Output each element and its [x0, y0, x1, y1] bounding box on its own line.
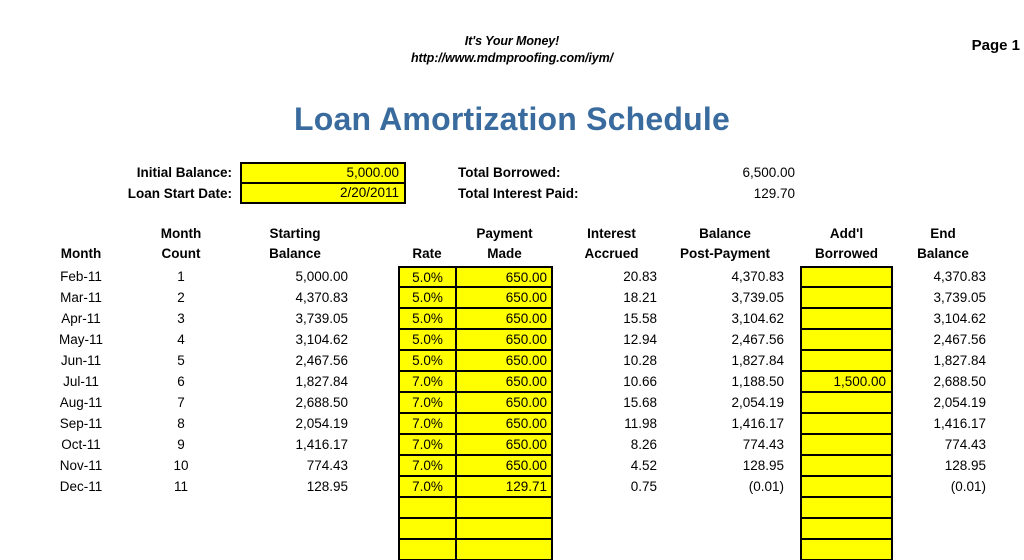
cell-rate-input[interactable]	[398, 518, 456, 539]
cell-addl-borrowed-input[interactable]	[800, 287, 893, 308]
cell-addl-borrowed-input[interactable]	[800, 518, 893, 539]
cell-interest-accrued: 10.28	[623, 353, 657, 368]
cell-rate-input[interactable]: 7.0%	[398, 371, 456, 392]
loan-start-date-input[interactable]: 2/20/2011	[240, 183, 406, 204]
total-borrowed-label: Total Borrowed:	[458, 165, 561, 180]
cell-payment-made-input[interactable]: 129.71	[456, 476, 553, 497]
cell-balance-post-payment: 4,370.83	[731, 269, 784, 284]
cell-payment-made-input[interactable]: 650.00	[456, 455, 553, 476]
cell-payment-made-input[interactable]	[456, 539, 553, 560]
cell-end-balance: 3,104.62	[933, 311, 986, 326]
cell-interest-accrued: 15.68	[623, 395, 657, 410]
table-row	[0, 266, 1024, 287]
table-row	[0, 287, 1024, 308]
cell-balance-post-payment: 3,739.05	[731, 290, 784, 305]
cell-addl-borrowed-input[interactable]	[800, 497, 893, 518]
cell-payment-made-input[interactable]: 650.00	[456, 392, 553, 413]
total-borrowed-value: 6,500.00	[742, 165, 795, 180]
cell-payment-made-input[interactable]: 650.00	[456, 308, 553, 329]
column-header-interest-accrued: Interest Accrued	[584, 226, 639, 261]
cell-starting-balance: 2,054.19	[295, 416, 348, 431]
table-row	[0, 434, 1024, 455]
cell-addl-borrowed-input[interactable]: 1,500.00	[800, 371, 893, 392]
cell-month: Apr-11	[61, 311, 101, 326]
cell-count: 2	[177, 290, 185, 305]
cell-payment-made-input[interactable]: 650.00	[456, 371, 553, 392]
cell-end-balance: 2,467.56	[933, 332, 986, 347]
cell-addl-borrowed-input[interactable]	[800, 455, 893, 476]
cell-month: Oct-11	[61, 437, 101, 452]
cell-count: 1	[177, 269, 185, 284]
cell-payment-made-input[interactable]	[456, 497, 553, 518]
masthead-title: It's Your Money!	[464, 34, 560, 48]
cell-balance-post-payment: 774.43	[742, 437, 784, 452]
cell-count: 9	[177, 437, 185, 452]
total-interest-paid-label: Total Interest Paid:	[458, 186, 579, 201]
cell-starting-balance: 774.43	[306, 458, 348, 473]
cell-payment-made-input[interactable]: 650.00	[456, 329, 553, 350]
cell-rate-input[interactable]: 7.0%	[398, 413, 456, 434]
cell-balance-post-payment: 2,054.19	[731, 395, 784, 410]
cell-payment-made-input[interactable]: 650.00	[456, 413, 553, 434]
page-number: Page 1	[971, 37, 1020, 54]
cell-end-balance: (0.01)	[950, 479, 986, 494]
cell-balance-post-payment: 1,416.17	[731, 416, 784, 431]
column-header-addl-borrowed: Add'l Borrowed	[814, 226, 878, 261]
cell-addl-borrowed-input[interactable]	[800, 392, 893, 413]
table-row	[0, 371, 1024, 392]
amortization-table	[0, 224, 1024, 560]
table-row	[0, 518, 1024, 539]
cell-addl-borrowed-input[interactable]	[800, 539, 893, 560]
cell-rate-input[interactable]: 5.0%	[398, 266, 456, 287]
cell-count: 5	[177, 353, 185, 368]
cell-balance-post-payment: 3,104.62	[731, 311, 784, 326]
cell-count: 4	[177, 332, 185, 347]
summary-row-initial-balance	[0, 162, 1024, 183]
cell-month: Dec-11	[59, 479, 103, 494]
page-header	[0, 33, 1024, 73]
cell-interest-accrued: 20.83	[623, 269, 657, 284]
cell-balance-post-payment: 2,467.56	[731, 332, 784, 347]
cell-month: Aug-11	[59, 395, 103, 410]
column-header-end-balance: End Balance	[917, 226, 969, 261]
cell-starting-balance: 1,416.17	[295, 437, 348, 452]
cell-rate-input[interactable]: 7.0%	[398, 476, 456, 497]
cell-addl-borrowed-input[interactable]	[800, 413, 893, 434]
cell-month: Jun-11	[60, 353, 102, 368]
summary-block	[0, 162, 1024, 206]
cell-balance-post-payment: 1,827.84	[731, 353, 784, 368]
cell-end-balance: 774.43	[944, 437, 986, 452]
cell-starting-balance: 2,688.50	[295, 395, 348, 410]
cell-interest-accrued: 4.52	[630, 458, 657, 473]
cell-count: 10	[173, 458, 189, 473]
cell-count: 7	[177, 395, 185, 410]
column-header-month: Month	[60, 246, 102, 261]
cell-count: 8	[177, 416, 185, 431]
column-header-payment-made: Payment Made	[476, 226, 533, 261]
cell-payment-made-input[interactable]: 650.00	[456, 434, 553, 455]
cell-starting-balance: 3,739.05	[295, 311, 348, 326]
column-header-month-count: Month Count	[160, 226, 202, 261]
cell-end-balance: 2,688.50	[933, 374, 986, 389]
table-row	[0, 497, 1024, 518]
cell-interest-accrued: 11.98	[624, 416, 657, 431]
table-row	[0, 539, 1024, 560]
table-row	[0, 476, 1024, 497]
masthead	[0, 33, 1024, 67]
cell-interest-accrued: 10.66	[623, 374, 657, 389]
cell-balance-post-payment: (0.01)	[748, 479, 784, 494]
table-body	[0, 266, 1024, 560]
page-title: Loan Amortization Schedule	[293, 101, 731, 137]
cell-balance-post-payment: 1,188.50	[731, 374, 784, 389]
cell-month: May-11	[58, 332, 103, 347]
table-row	[0, 413, 1024, 434]
cell-month: Feb-11	[60, 269, 102, 284]
cell-month: Nov-11	[59, 458, 103, 473]
cell-starting-balance: 1,827.84	[295, 374, 348, 389]
cell-payment-made-input[interactable]: 650.00	[456, 350, 553, 371]
initial-balance-input[interactable]: 5,000.00	[240, 162, 406, 183]
cell-rate-input[interactable]: 5.0%	[398, 287, 456, 308]
table-row	[0, 329, 1024, 350]
cell-rate-input[interactable]	[398, 497, 456, 518]
cell-rate-input[interactable]	[398, 539, 456, 560]
cell-addl-borrowed-input[interactable]	[800, 434, 893, 455]
cell-count: 6	[177, 374, 185, 389]
cell-count: 11	[173, 479, 188, 494]
summary-row-loan-start-date	[0, 183, 1024, 204]
cell-starting-balance: 128.95	[306, 479, 348, 494]
initial-balance-label: Initial Balance:	[136, 165, 232, 180]
cell-addl-borrowed-input[interactable]	[800, 350, 893, 371]
cell-payment-made-input[interactable]	[456, 518, 553, 539]
cell-addl-borrowed-input[interactable]	[800, 308, 893, 329]
cell-balance-post-payment: 128.95	[742, 458, 784, 473]
cell-interest-accrued: 12.94	[623, 332, 657, 347]
cell-month: Jul-11	[63, 374, 99, 389]
cell-rate-input[interactable]: 5.0%	[398, 350, 456, 371]
table-row	[0, 308, 1024, 329]
cell-rate-input[interactable]: 7.0%	[398, 455, 456, 476]
loan-start-date-label: Loan Start Date:	[127, 186, 232, 201]
cell-end-balance: 2,054.19	[933, 395, 986, 410]
cell-interest-accrued: 0.75	[630, 479, 657, 494]
table-header-row	[0, 224, 1024, 266]
cell-month: Mar-11	[60, 290, 102, 305]
cell-starting-balance: 5,000.00	[295, 269, 348, 284]
cell-end-balance: 1,827.84	[933, 353, 986, 368]
total-interest-paid-value: 129.70	[753, 186, 795, 201]
cell-interest-accrued: 8.26	[630, 437, 657, 452]
cell-starting-balance: 2,467.56	[295, 353, 348, 368]
cell-addl-borrowed-input[interactable]	[800, 266, 893, 287]
cell-addl-borrowed-input[interactable]	[800, 476, 893, 497]
cell-interest-accrued: 18.21	[623, 290, 657, 305]
cell-rate-input[interactable]: 7.0%	[398, 434, 456, 455]
cell-interest-accrued: 15.58	[623, 311, 657, 326]
cell-addl-borrowed-input[interactable]	[800, 329, 893, 350]
cell-end-balance: 3,739.05	[933, 290, 986, 305]
cell-end-balance: 1,416.17	[933, 416, 986, 431]
cell-count: 3	[177, 311, 185, 326]
cell-end-balance: 128.95	[944, 458, 986, 473]
column-header-balance-post-payment: Balance Post-Payment	[679, 226, 771, 261]
column-header-rate: Rate	[412, 246, 442, 261]
table-row	[0, 455, 1024, 476]
cell-payment-made-input[interactable]: 650.00	[456, 287, 553, 308]
cell-starting-balance: 4,370.83	[295, 290, 348, 305]
cell-rate-input[interactable]: 7.0%	[398, 392, 456, 413]
masthead-url: http://www.mdmproofing.com/iym/	[411, 51, 613, 65]
cell-end-balance: 4,370.83	[933, 269, 986, 284]
cell-payment-made-input[interactable]: 650.00	[456, 266, 553, 287]
cell-month: Sep-11	[59, 416, 103, 431]
column-header-starting-balance: Starting Balance	[269, 226, 321, 261]
cell-rate-input[interactable]: 5.0%	[398, 308, 456, 329]
cell-starting-balance: 3,104.62	[295, 332, 348, 347]
table-row	[0, 392, 1024, 413]
table-row	[0, 350, 1024, 371]
cell-rate-input[interactable]: 5.0%	[398, 329, 456, 350]
